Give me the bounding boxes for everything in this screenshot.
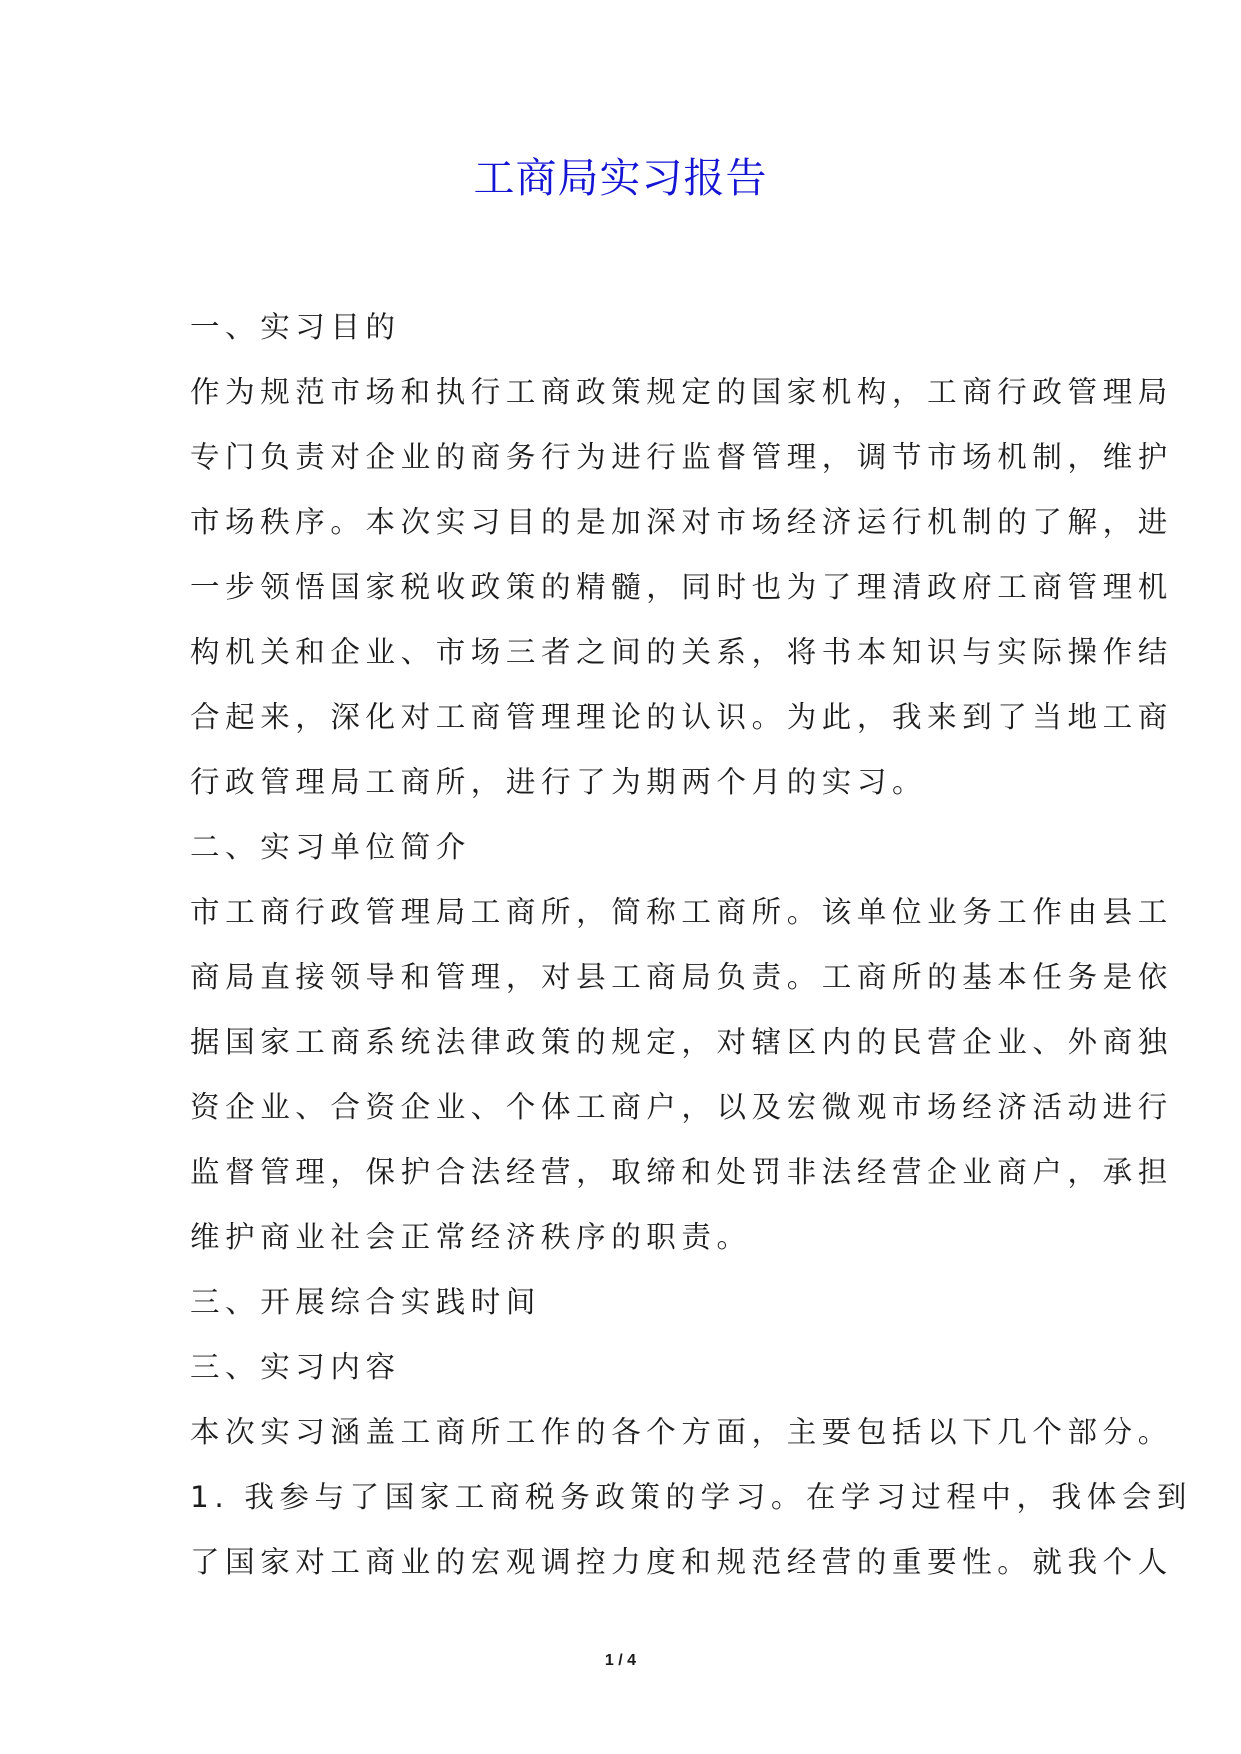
paragraph-line: 行政管理局工商所，进行了为期两个月的实习。 [190, 765, 928, 799]
paragraph-line: 商局直接领导和管理，对县工商局负责。工商所的基本任务是依 [190, 960, 1173, 994]
section-heading-purpose: 一、实习目的 [190, 310, 401, 344]
paragraph-line: 市工商行政管理局工商所，简称工商所。该单位业务工作由县工 [190, 895, 1173, 929]
paragraph-line: 合起来，深化对工商管理理论的认识。为此，我来到了当地工商 [190, 700, 1173, 734]
paragraph-line: 专门负责对企业的商务行为进行监督管理，调节市场机制，维护 [190, 440, 1173, 474]
section-heading-time: 三、开展综合实践时间 [190, 1285, 542, 1319]
document-title: 工商局实习报告 [473, 154, 768, 202]
paragraph-line: 本次实习涵盖工商所工作的各个方面，主要包括以下几个部分。 [190, 1415, 1173, 1449]
paragraph-line: 作为规范市场和执行工商政策规定的国家机构，工商行政管理局 [190, 375, 1173, 409]
page-number: 1 / 4 [604, 1652, 637, 1669]
paragraph-line: 监督管理，保护合法经营，取缔和处罚非法经营企业商户，承担 [190, 1155, 1173, 1189]
paragraph-line: 一步领悟国家税收政策的精髓，同时也为了理清政府工商管理机 [190, 570, 1173, 604]
paragraph-line: 资企业、合资企业、个体工商户，以及宏微观市场经济活动进行 [190, 1090, 1173, 1124]
document-body [190, 295, 1193, 1595]
paragraph-line: 维护商业社会正常经济秩序的职责。 [190, 1220, 752, 1254]
paragraph-line: 1. 我参与了国家工商税务政策的学习。在学习过程中，我体会到 [190, 1480, 1193, 1514]
paragraph-line: 构机关和企业、市场三者之间的关系，将书本知识与实际操作结 [190, 635, 1173, 669]
section-heading-content: 三、实习内容 [190, 1350, 401, 1384]
paragraph-line: 了国家对工商业的宏观调控力度和规范经营的重要性。就我个人 [190, 1545, 1173, 1579]
paragraph-line: 市场秩序。本次实习目的是加深对市场经济运行机制的了解，进 [190, 505, 1173, 539]
paragraph-line: 据国家工商系统法律政策的规定，对辖区内的民营企业、外商独 [190, 1025, 1173, 1059]
section-heading-unit: 二、实习单位简介 [190, 830, 471, 864]
